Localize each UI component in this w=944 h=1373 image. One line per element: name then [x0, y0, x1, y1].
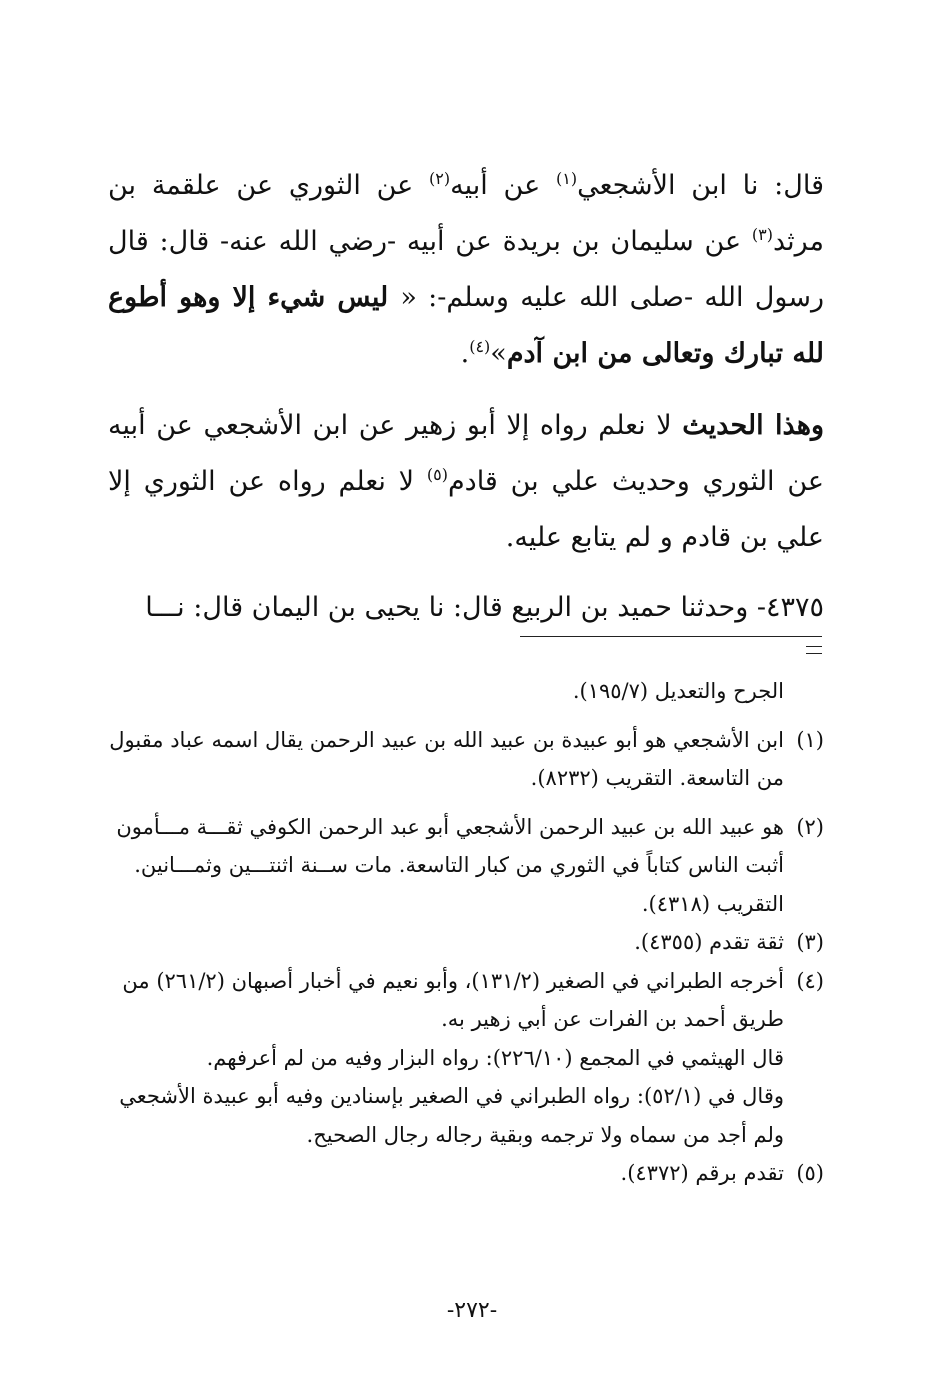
- footnotes: [108, 672, 824, 1193]
- footnote-text: هو عبيد الله بن عبيد الرحمن الأشجعي أبو عبد الرحمن الكوفي ثقـــة مـــأمون أثبت الناس كتاباً في الثوري من كبار التاسعة. مات ســنة اثنتـــين وثمـــانين. التقريب (٤٣١٨).: [116, 814, 784, 916]
- footnote-4-line: قال الهيثمي في المجمع (٢٢٦/١٠): رواه البزار وفيه من لم أعرفهم.: [206, 1045, 784, 1070]
- page-number: -٢٧٢-: [446, 1298, 498, 1323]
- hadith-text: ليس شيء إلا وهو أطوع لله تبارك وتعالى من ابن آدم: [108, 282, 824, 369]
- footnote-number: (٥): [796, 1161, 824, 1185]
- footnote-number: (٢): [796, 814, 824, 839]
- hadith-paragraph: قال: نا ابن الأشجعي$^{(١)}$ عن أبيه$^{(٢)}$ عن الثوري عن علقمة بن مرثد$^{(٣)}$ عن سليمان بن بريدة عن أبيه -رضي الله عنه- قال: قال رسول الله -صلى الله عليه وسلم-: « ليس شيء إلا وهو أطوع لله تبارك وتعالى من ابن آدم»$^{(٤)}$.: [108, 169, 825, 369]
- continuation-mark: [806, 646, 822, 654]
- footnote-4: [108, 962, 824, 1039]
- footnote-2: [108, 808, 824, 924]
- footnote-ref-3[interactable]: (٣): [751, 225, 773, 244]
- footnote-1: [108, 721, 824, 798]
- footnote-text: أخرجه الطبراني في الصغير (١٣١/٢)، وأبو نعيم في أخبار أصبهان (٢٦١/٢) من طريق أحمد بن الفرات عن أبي زهير به.: [122, 968, 784, 1031]
- commentary-paragraph: وهذا الحديث لا نعلم رواه إلا أبو زهير عن ابن الأشجعي عن أبيه عن الثوري وحديث علي بن قادم$^{(٥)}$ لا نعلم رواه عن الثوري إلا علي بن قادم و لم يتابع عليه.: [108, 410, 825, 553]
- footnote-ref-4[interactable]: (٤): [469, 337, 491, 356]
- footnote-text: ابن الأشجعي هو أبو عبيدة بن عبيد الله بن عبيد الرحمن يقال اسمه عباد مقبول من التاسعة. التقريب (٨٢٣٢).: [109, 727, 784, 790]
- footnote-ref-2[interactable]: (٢): [429, 169, 451, 188]
- footnote-text: ثقة تقدم (٤٣٥٥).: [634, 930, 784, 954]
- footnote-number: (٣): [796, 930, 824, 954]
- footnote-ref-5[interactable]: (٥): [426, 465, 448, 484]
- footnote-number: (٤): [796, 968, 824, 993]
- footnote-carryover: الجرح والتعديل (١٩٥/٧).: [572, 679, 784, 703]
- footnote-3: [108, 923, 824, 962]
- next-hadith-paragraph: ٤٣٧٥- وحدثنا حميد بن الربيع قال: نا يحيى بن اليمان قال: نـــا: [145, 592, 824, 623]
- footnote-4-line: وقال في (٥٢/١): رواه الطبراني في الصغير بإسنادين وفيه أبو عبيدة الأشجعي ولم أجد من سماه ولا ترجمه وبقية رجاله رجال الصحيح.: [119, 1084, 784, 1147]
- footnote-5: [108, 1154, 824, 1193]
- footnote-ref-1[interactable]: (١): [555, 169, 578, 188]
- footnote-number: (١): [796, 727, 824, 752]
- main-text: [108, 158, 824, 636]
- footnote-text: تقدم برقم (٤٣٧٢).: [620, 1161, 784, 1185]
- commentary-heading: وهذا الحديث: [682, 410, 824, 441]
- footnote-divider: [520, 636, 822, 637]
